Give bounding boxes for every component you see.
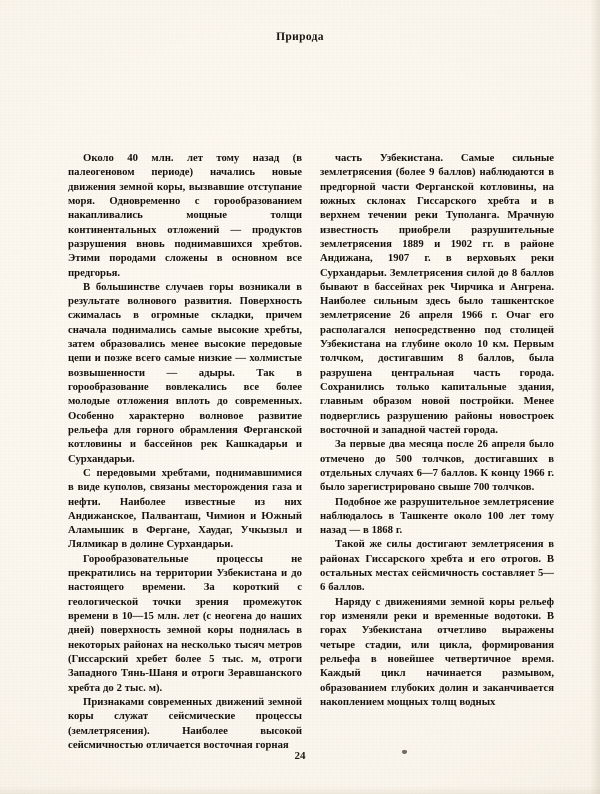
- paragraph: часть Узбекистана. Самые сильные землетрясения (более 9 баллов) наблюдаются в предгорной части Ферганской котловины, на южных склонах Гиссарского хребта и в верхнем течении реки Туполанга. Мрачную известность приобрели разрушительные землетрясения 1889 и 1902 гг. в районе Андижана, 1907 г. в верховьях реки Сурхандарьи. Землетрясения силой до 8 баллов бывают в бассейнах рек Чирчика и Ангрена. Наиболее сильным здесь было ташкентское землетрясение 26 апреля 1966 г. Очаг его располагался непосредственно под столицей Узбекистана на глубине около 10 км. Первым толчком, достигавшим 8 баллов, была разрушена центральная часть города. Сохранились только капитальные здания, главным образом новой постройки. Менее подверглись разрушению районы новостроек восточной и западной частей города.: [320, 152, 554, 436]
- paragraph: Подобное же разрушительное землетрясение наблюдалось в Ташкенте около 100 лет тому назад — в 1868 г.: [320, 495, 554, 537]
- paragraph: Признаками современных движений земной коры служат сейсмические процессы (землетрясения). Наиболее высокой сейсмичностью отличается восточная горная: [68, 695, 302, 751]
- paragraph: Около 40 млн. лет тому назад (в палеогеновом периоде) начались новые движения земной коры, вызвавшие отступание моря. Одновременно с горообразованием накапливались мощные толщи континентальных отложений — продуктов разрушения вновь поднимавшихся хребтов. Этими породами сложены в основном все предгорья.: [68, 152, 302, 279]
- paragraph: Такой же силы достигают землетрясения в районах Гиссарского хребта и его отрогов. В остальных местах сейсмичность составляет 5—6 баллов.: [320, 538, 554, 594]
- ink-speck-artifact: [402, 750, 407, 754]
- scan-edge-bottom: [0, 786, 600, 794]
- column-left: [68, 151, 302, 751]
- paragraph: Наряду с движениями земной коры рельеф гор изменяли реки и временные водотоки. В горах Узбекистана отчетливо выражены четыре стадии, или цикла, формирования рельефа в новейшее четвертичное время. Каждый цикл начинается размывом, образованием глубоких долин и заканчивается накоплением мощных толщ водных: [320, 595, 554, 708]
- column-right: [320, 151, 554, 736]
- running-head: Природа: [276, 31, 324, 43]
- paragraph: За первые два месяца после 26 апреля было отмечено до 500 толчков, достигавших в отдельных случаях 6—7 баллов. К концу 1966 г. было зарегистрировано свыше 700 толчков.: [320, 438, 554, 494]
- text-body: [68, 151, 554, 751]
- paragraph: В большинстве случаев горы возникали в результате волнового развития. Поверхность сжималась в огромные складки, причем сначала поднимались самые высокие хребты, затем образовались менее высокие передовые цепи и позже всего самые низкие — холмистые возвышенности — адыры. Так в горообразование вовлекались все более молодые отложения вплоть до современных. Особенно характерно волновое развитие рельефа для горного обрамления Ферганской котловины и бассейнов рек Кашкадарьи и Сурхандарьи.: [68, 280, 302, 465]
- scan-edge-right: [590, 0, 600, 794]
- page-number: 24: [294, 750, 306, 762]
- paragraph: Горообразовательные процессы не прекратились на территории Узбекистана и до настоящего времени. За короткий с геологической точки зрения промежуток времени в 10—15 млн. лет (с неогена до наших дней) поверхность земной коры поднялась в некоторых районах на несколько тысяч метров (Гиссарский хребет более 5 тыс. м, отроги Западного Тянь-Шаня и отроги Зеравшанского хребта до 2 тыс. м).: [68, 552, 302, 694]
- paragraph: С передовыми хребтами, поднимавшимися в виде куполов, связаны месторождения газа и нефти. Наиболее известные из них Андижанское, Палванташ, Чимион и Южный Аламышик в Фергане, Хаудаг, Учкызыл и Лялмикар в долине Сурхандарьи.: [68, 466, 302, 551]
